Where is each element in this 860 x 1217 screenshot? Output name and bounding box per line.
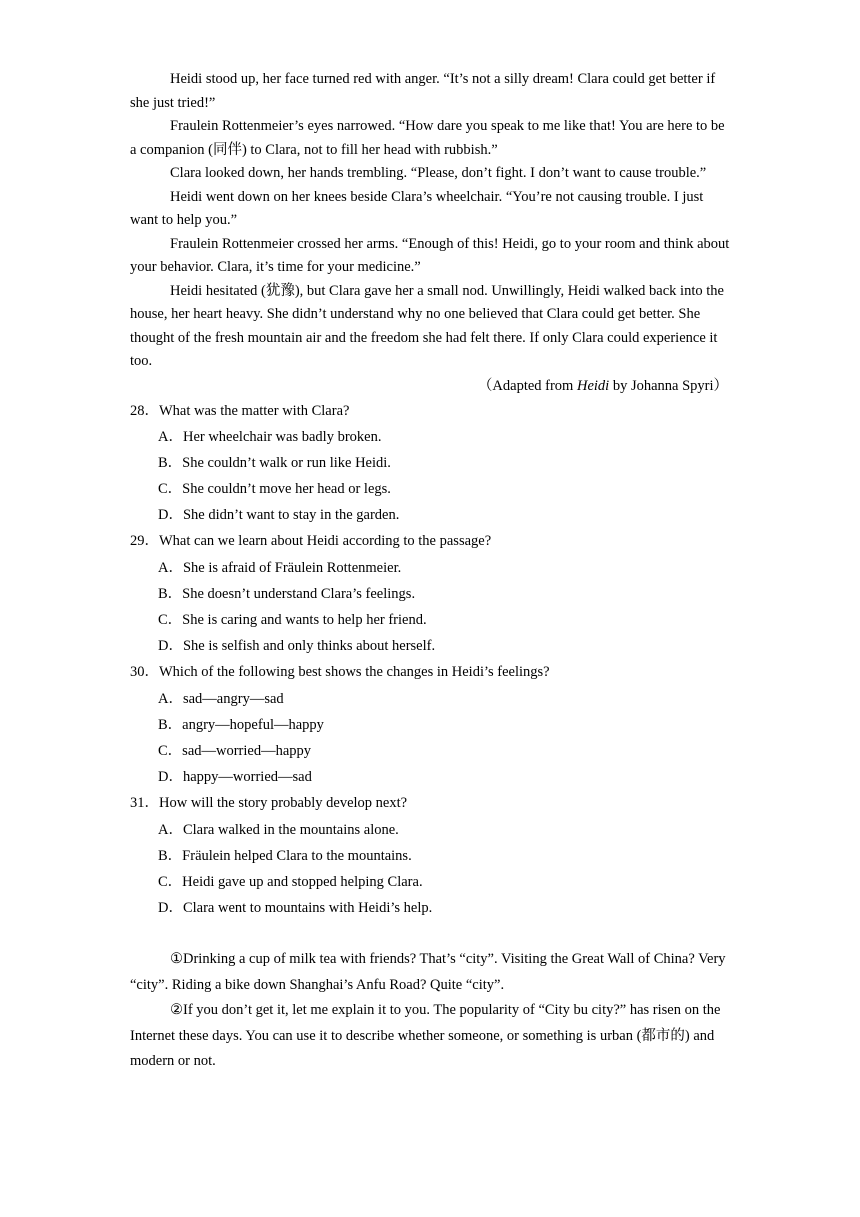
question [130, 790, 730, 816]
passage-paragraph: ②If you don’t get it, let me explain it to you. The popularity of “City bu city?” has risen on the Internet these days. You can use it to describe whether someone, or something is urban (都市的) and modern or not. [130, 1002, 721, 1070]
question-text: What was the matter with Clara? [159, 402, 350, 419]
passage-paragraph: Clara looked down, her hands trembling. “Please, don’t fight. I don’t want to cause trouble.” [170, 165, 707, 181]
question-number: 28． [130, 402, 159, 419]
answer-option[interactable]: C．She is caring and wants to help her friend. [158, 612, 427, 628]
question-block [130, 398, 730, 922]
passage-2 [130, 947, 730, 1075]
passage-paragraph: Heidi hesitated (犹豫), but Clara gave her a small nod. Unwillingly, Heidi walked back into the house, her heart heavy. She didn’t understand why no one believed that Clara could get better. She thought of the fresh mountain air and the freedom she had felt there. If only Clara could experience it too. [130, 282, 724, 369]
answer-option[interactable]: D．She is selfish and only thinks about herself. [158, 638, 436, 655]
answer-option[interactable]: D．happy—worried—sad [158, 769, 312, 786]
passage [130, 68, 730, 398]
question-number: 30． [130, 664, 159, 681]
passage-paragraph: ①Drinking a cup of milk tea with friends? That’s “city”. Visiting the Great Wall of China? Very “city”. Riding a bike down Shanghai’s Anfu Road? Quite “city”. [130, 951, 726, 993]
answer-option[interactable]: B．angry—hopeful—happy [158, 716, 324, 733]
answer-option[interactable]: D．She didn’t want to stay in the garden. [158, 507, 400, 524]
document-page [130, 68, 730, 1075]
attribution-title: Heidi [576, 377, 610, 394]
question [130, 528, 730, 554]
question-text: How will the story probably develop next? [159, 795, 408, 812]
answer-option[interactable]: A．She is afraid of Fräulein Rottenmeier. [158, 559, 402, 576]
question [130, 398, 730, 424]
answer-option[interactable]: B．She doesn’t understand Clara’s feelings. [158, 585, 416, 602]
attribution [130, 374, 730, 398]
answer-option[interactable]: B．She couldn’t walk or run like Heidi. [158, 454, 391, 471]
answer-option[interactable]: C．Heidi gave up and stopped helping Clara. [158, 873, 423, 890]
answer-option[interactable]: C．She couldn’t move her head or legs. [158, 481, 391, 498]
answer-option[interactable]: A．sad—angry—sad [158, 690, 284, 707]
answer-option[interactable]: D．Clara went to mountains with Heidi’s help. [158, 900, 433, 917]
attribution-prefix: （Adapted from [477, 377, 577, 394]
answer-option[interactable]: C．sad—worried—happy [158, 742, 312, 759]
passage-paragraph: Heidi went down on her knees beside Clara’s wheelchair. “You’re not causing trouble. I just want to help you.” [130, 188, 704, 228]
question-text: Which of the following best shows the changes in Heidi’s feelings? [159, 664, 550, 681]
passage-paragraph: Fraulein Rottenmeier’s eyes narrowed. “How dare you speak to me like that! You are here to be a companion (同伴) to Clara, not to fill her head with rubbish.” [130, 118, 725, 158]
question-number: 29． [130, 533, 159, 550]
passage-paragraph: Heidi stood up, her face turned red with anger. “It’s not a silly dream! Clara could get better if she just tried!” [130, 71, 716, 111]
answer-option[interactable]: A．Clara walked in the mountains alone. [158, 821, 399, 838]
section-gap [130, 921, 730, 947]
attribution-suffix: by Johanna Spyri） [609, 377, 728, 394]
question-number: 31． [130, 795, 159, 812]
answer-option[interactable]: A．Her wheelchair was badly broken. [158, 428, 382, 445]
answer-option[interactable]: B．Fräulein helped Clara to the mountains. [158, 847, 412, 864]
passage-paragraph: Fraulein Rottenmeier crossed her arms. “Enough of this! Heidi, go to your room and think about your behavior. Clara, it’s time for your medicine.” [130, 235, 730, 275]
question-text: What can we learn about Heidi according to the passage? [159, 533, 492, 550]
question [130, 659, 730, 685]
